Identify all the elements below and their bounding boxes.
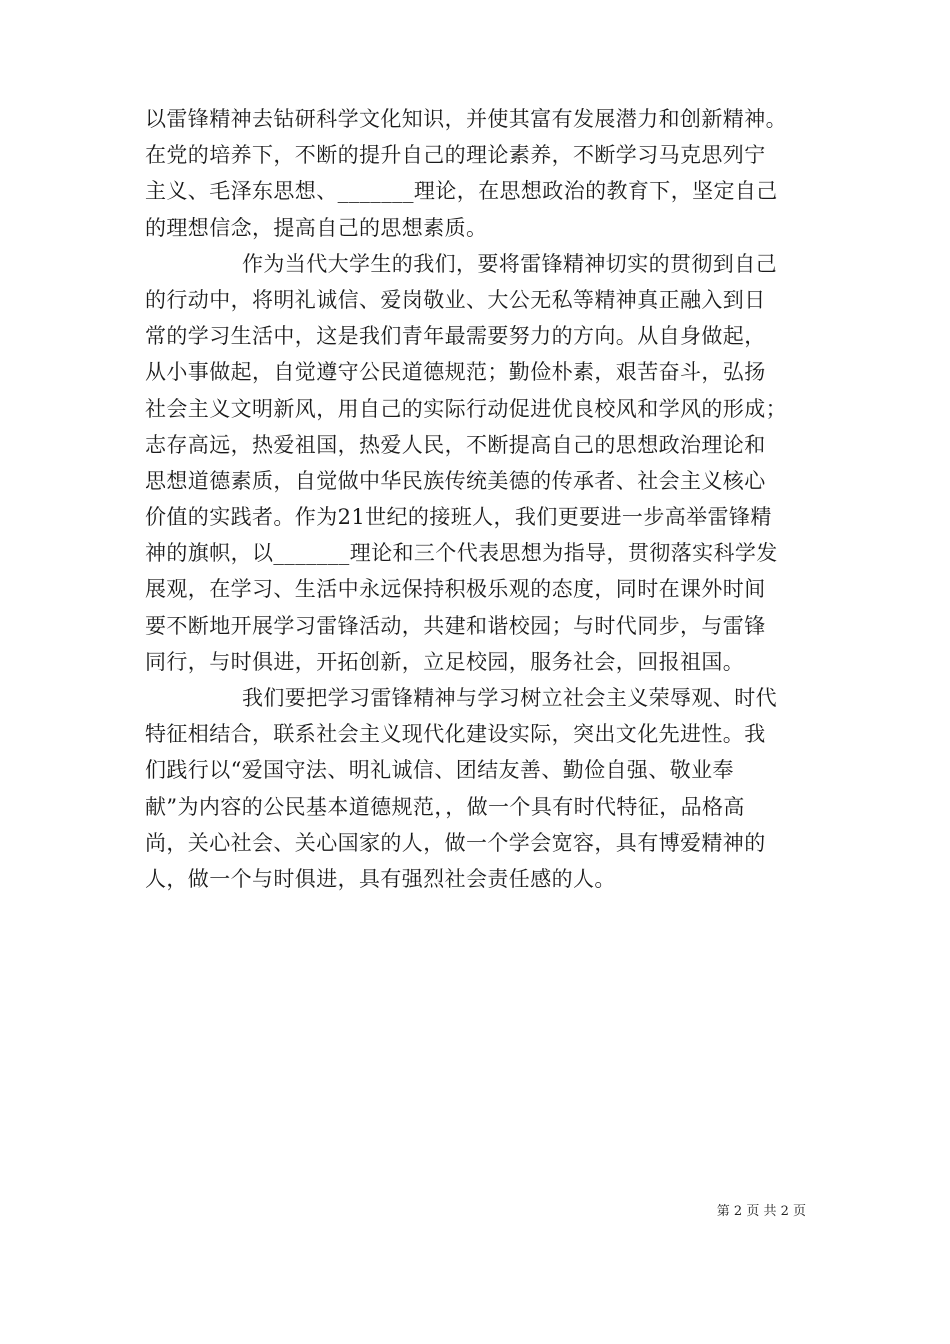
- text-line: 展观，在学习、生活中永远保持积极乐观的态度，同时在课外时间: [145, 577, 766, 602]
- text-line: 要不断地开展学习雷锋活动，共建和谐校园；与时代同步，与雷锋: [145, 613, 766, 638]
- text-line: 神的旗帜，以_______理论和三个代表思想为指导，贯彻落实科学发: [145, 541, 778, 566]
- text-line: 价值的实践者。作为21世纪的接班人，我们更要进一步高举雷锋精: [145, 505, 772, 530]
- text-line: 以雷锋精神去钻研科学文化知识，并使其富有发展潜力和创新精神。: [145, 107, 787, 131]
- text-line: 思想道德素质，自觉做中华民族传统美德的传承者、社会主义核心: [145, 468, 766, 493]
- text-line: 常的学习生活中，这是我们青年最需要努力的方向。从自身做起，: [145, 324, 766, 349]
- paragraph: [145, 101, 805, 246]
- text-line: 的理想信念，提高自己的思想素质。: [145, 215, 488, 240]
- page-number: 第 2 页 共 2 页: [716, 1204, 806, 1219]
- text-line: 志存高远，热爱祖国，热爱人民，不断提高自己的思想政治理论和: [145, 432, 766, 457]
- text-line: 在党的培养下，不断的提升自己的理论素养，不断学习马克思列宁: [145, 143, 766, 168]
- text-line: 同行，与时俱进，开拓创新，立足校园，服务社会，回报祖国。: [145, 649, 745, 674]
- text-line: 的行动中，将明礼诚信、爱岗敬业、大公无私等精神真正融入到日: [145, 287, 766, 312]
- text-line: 我们要把学习雷锋精神与学习树立社会主义荣辱观、时代: [242, 686, 777, 710]
- text-line: 从小事做起，自觉遵守公民道德规范；勤俭朴素，艰苦奋斗，弘扬: [145, 360, 766, 385]
- text-line: 主义、毛泽东思想、_______理论，在思想政治的教育下，坚定自己: [145, 179, 778, 204]
- paragraph: [145, 246, 805, 680]
- text-line: 人，做一个与时俱进，具有强烈社会责任感的人。: [145, 866, 616, 891]
- text-line: 尚，关心社会、关心国家的人，做一个学会宽容，具有博爱精神的: [145, 830, 766, 855]
- text-line: 献”为内容的公民基本道德规范，，做一个具有时代特征，品格高: [145, 794, 745, 819]
- text-line: 社会主义文明新风，用自己的实际行动促进优良校风和学风的形成；: [145, 396, 787, 421]
- paragraph: [145, 680, 805, 897]
- text-line: 们践行以“爱国守法、明礼诚信、团结友善、勤俭自强、敬业奉: [145, 758, 734, 783]
- body-text: [145, 101, 805, 897]
- text-line: 作为当代大学生的我们，要将雷锋精神切实的贯彻到自己: [242, 251, 777, 276]
- text-line: 特征相结合，联系社会主义现代化建设实际，突出文化先进性。我: [145, 722, 766, 747]
